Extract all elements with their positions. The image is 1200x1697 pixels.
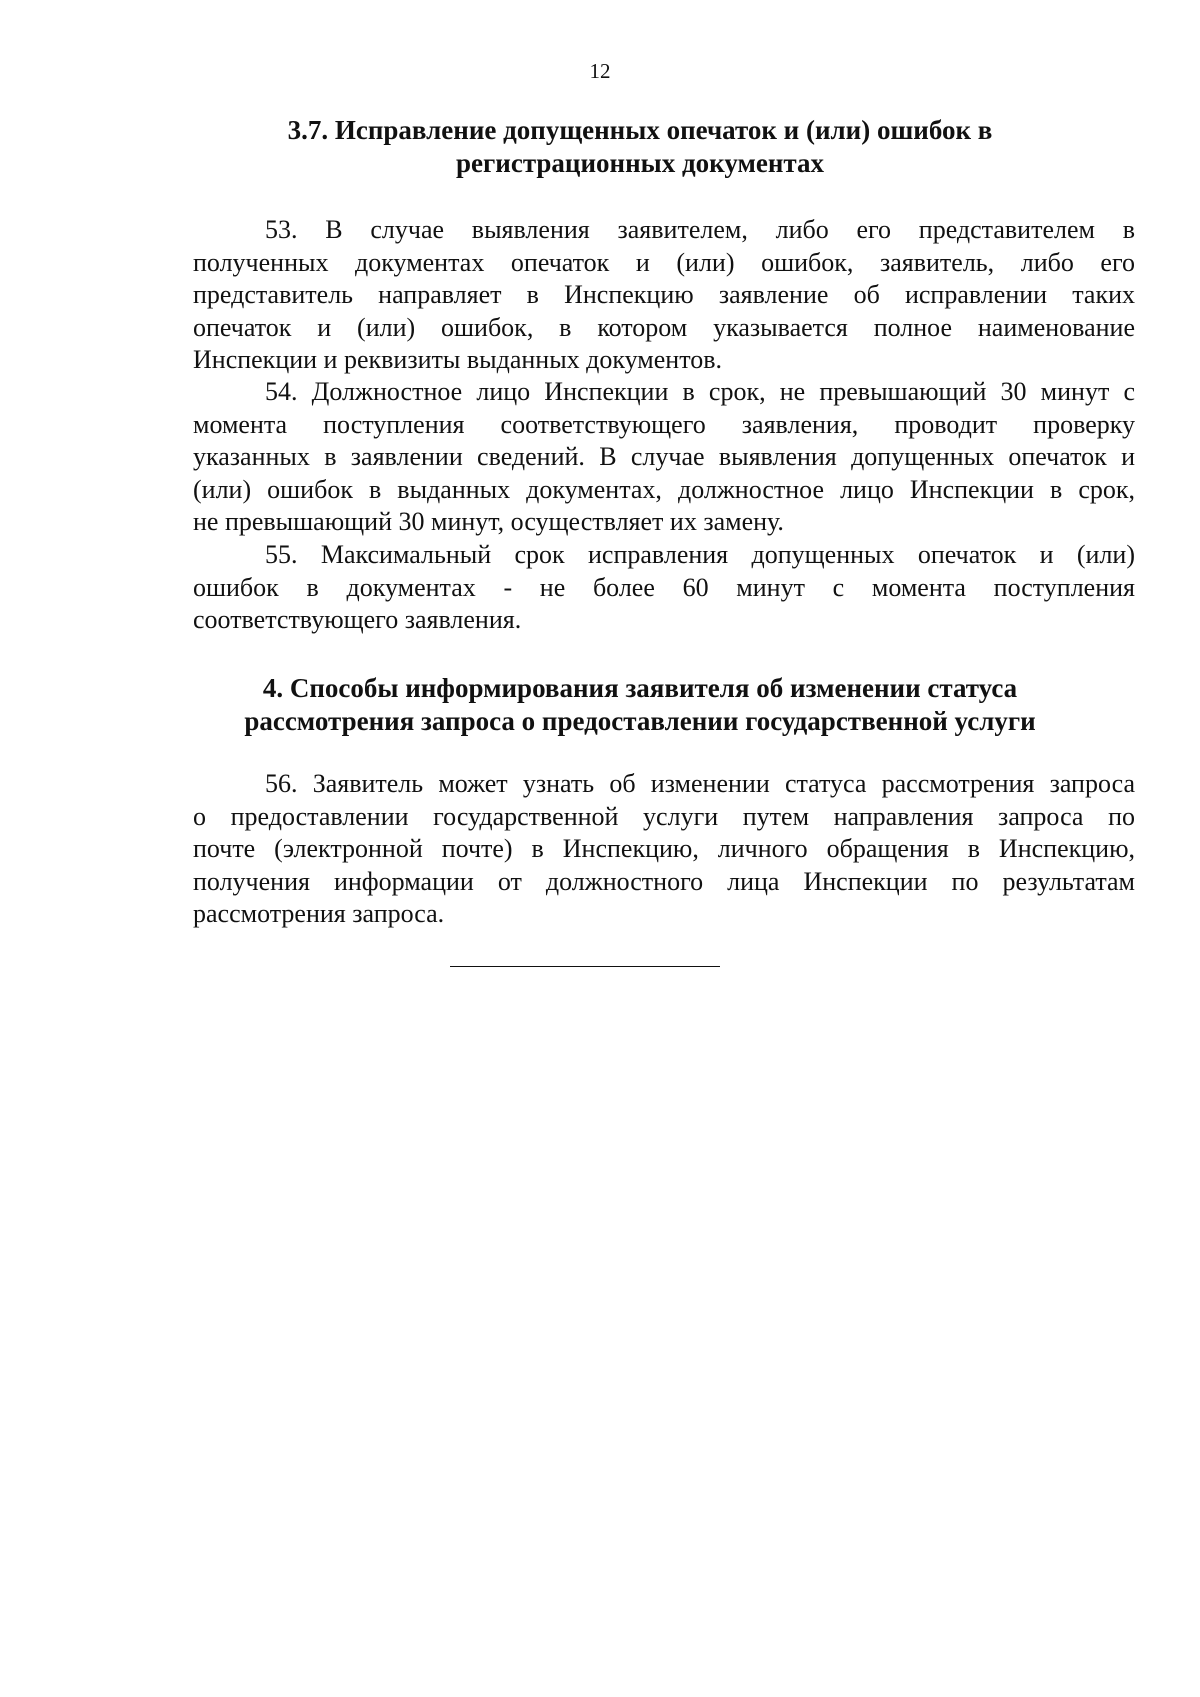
paragraph-56 xyxy=(193,768,1135,931)
section-3-7-heading xyxy=(190,114,1090,180)
paragraph-line: почте (электронной почте) в Инспекцию, личного обращения в Инспекцию, xyxy=(193,834,1135,863)
page-number: 12 xyxy=(589,59,611,83)
paragraph-line: соответствующего заявления. xyxy=(193,605,522,634)
paragraph-line: указанных в заявлении сведений. В случае выявления допущенных опечаток и xyxy=(193,442,1135,471)
paragraph-line: Инспекции и реквизиты выданных документов. xyxy=(193,345,723,374)
paragraph-55 xyxy=(193,539,1135,637)
end-of-document-rule xyxy=(450,966,720,967)
paragraph-line: ошибок в документах - не более 60 минут с момента поступления xyxy=(193,572,1135,602)
paragraph-line: 56. Заявитель может узнать об изменении статуса рассмотрения запроса xyxy=(265,769,1135,798)
paragraph-53 xyxy=(193,214,1135,377)
paragraph-line: 54. Должностное лицо Инспекции в срок, не превышающий 30 минут с xyxy=(265,377,1135,406)
paragraph-54 xyxy=(193,376,1135,539)
heading-line: 4. Способы информирования заявителя об изменении статуса xyxy=(262,673,1018,703)
paragraph-line: получения информации от должностного лица Инспекции по результатам xyxy=(193,866,1135,896)
paragraph-line: опечаток и (или) ошибок, в котором указывается полное наименование xyxy=(193,312,1135,342)
paragraph-line: о предоставлении государственной услуги путем направления запроса по xyxy=(193,801,1135,831)
paragraph-line: 53. В случае выявления заявителем, либо его представителем в xyxy=(265,215,1135,244)
paragraph-line: 55. Максимальный срок исправления допущенных опечаток и (или) xyxy=(265,540,1135,569)
paragraph-line: момента поступления соответствующего заявления, проводит проверку xyxy=(193,409,1135,439)
paragraph-line: не превышающий 30 минут, осуществляет их замену. xyxy=(193,507,784,536)
paragraph-line: (или) ошибок в выданных документах, должностное лицо Инспекции в срок, xyxy=(193,474,1135,504)
section-4-heading xyxy=(190,672,1090,738)
paragraph-line: рассмотрения запроса. xyxy=(193,899,445,928)
paragraph-line: представитель направляет в Инспекцию заявление об исправлении таких xyxy=(193,280,1135,309)
heading-line: рассмотрения запроса о предоставлении государственной услуги xyxy=(244,706,1036,736)
heading-line: 3.7. Исправление допущенных опечаток и (или) ошибок в xyxy=(287,115,993,145)
paragraph-line: полученных документах опечаток и (или) ошибок, заявитель, либо его xyxy=(193,247,1135,277)
heading-line: регистрационных документах xyxy=(456,148,824,178)
